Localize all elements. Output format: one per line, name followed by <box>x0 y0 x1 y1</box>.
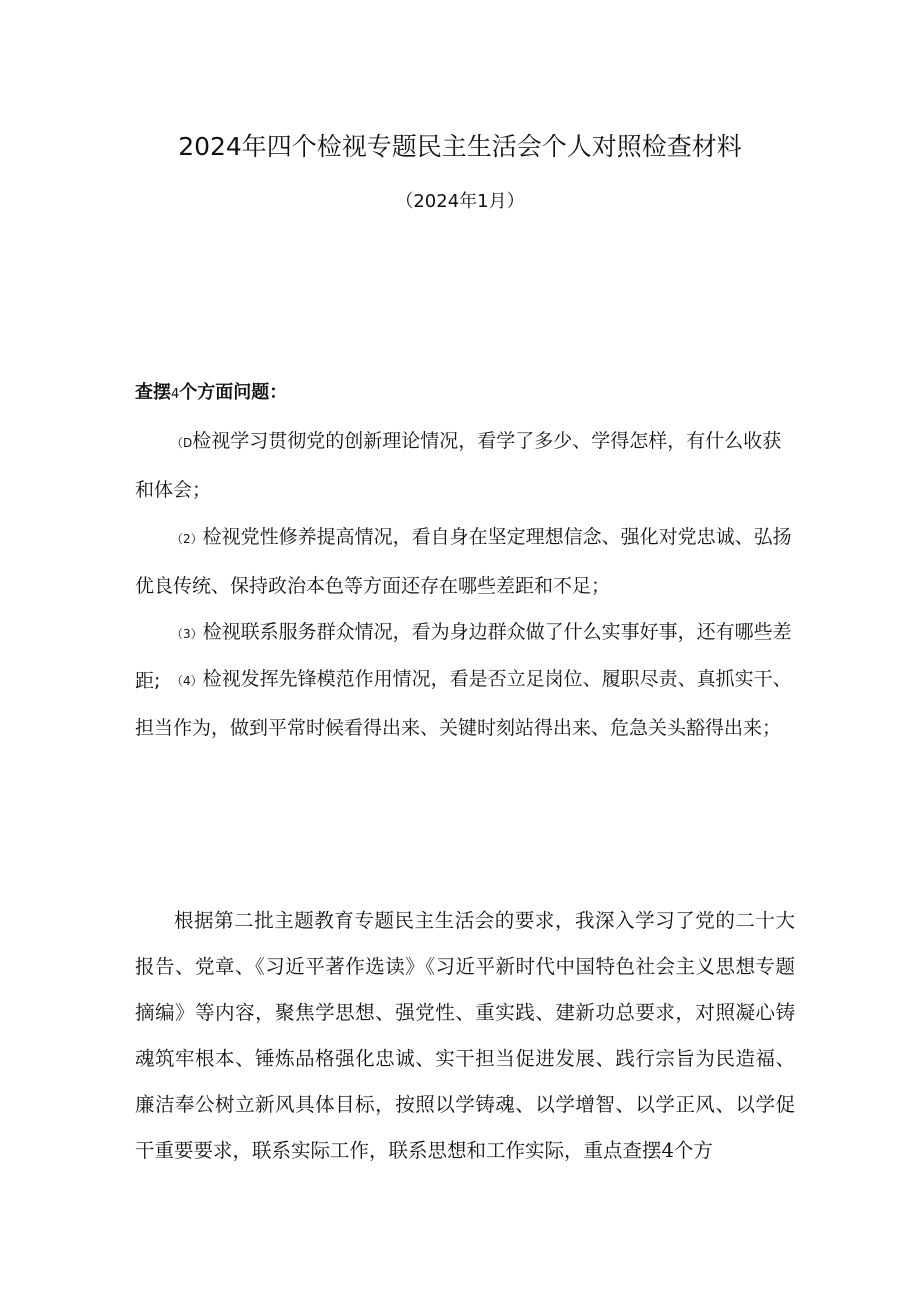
list-item-text: 检视发挥先锋模范作用情况，看是否立足岗位、履职尽责、真抓实干、担当作为，做到平常时候看得出来、关键时刻站得出来、危急关头豁得出来； <box>135 668 792 739</box>
document-title: 2024年四个检视专题民主生活会个人对照检查材料 <box>178 132 742 161</box>
list-item-marker: （D <box>171 436 193 450</box>
body-paragraph: 根据第二批主题教育专题民主生活会的要求，我深入学习了党的二十大报告、党章、《习近平著作选读》《习近平新时代中国特色社会主义思想专题摘编》等内容，聚焦学思想、强党性、重实践、建新功总要求，对照凝心铸魂筑牢根本、锤炼品格强化忠诚、实干担当促进发展、践行宗旨为民造福、廉洁奉公树立新风具体目标，按照以学铸魂、以学增智、以学正风、以学促干重要要求，联系实际工作，联系思想和工作实际，重点查摆4个方 <box>135 909 795 1162</box>
section-heading <box>135 378 287 404</box>
list-item-4 <box>135 656 795 752</box>
heading-number: 4 <box>171 387 180 402</box>
list-item-text: 检视联系服务群众情况，看为身边群众做了什么实事好事，还有哪些差距; <box>135 621 792 692</box>
list-item-marker: （3） <box>171 627 203 641</box>
heading-suffix: 个方面问题： <box>179 382 288 403</box>
list-item-marker: （2） <box>171 532 203 546</box>
list-item-2 <box>135 514 795 610</box>
list-item-1 <box>135 418 795 514</box>
list-item-text: 检视学习贯彻党的创新理论情况，看学了多少、学得怎样，有什么收获和体会； <box>135 430 782 501</box>
list-item-text: 检视党性修养提高情况，看自身在坚定理想信念、强化对党忠诚、弘扬优良传统、保持政治本色等方面还存在哪些差距和不足； <box>135 526 792 597</box>
document-date: （2024年1月） <box>395 191 525 212</box>
heading-prefix: 查摆 <box>135 382 171 403</box>
list-item-marker: （4） <box>171 674 203 688</box>
